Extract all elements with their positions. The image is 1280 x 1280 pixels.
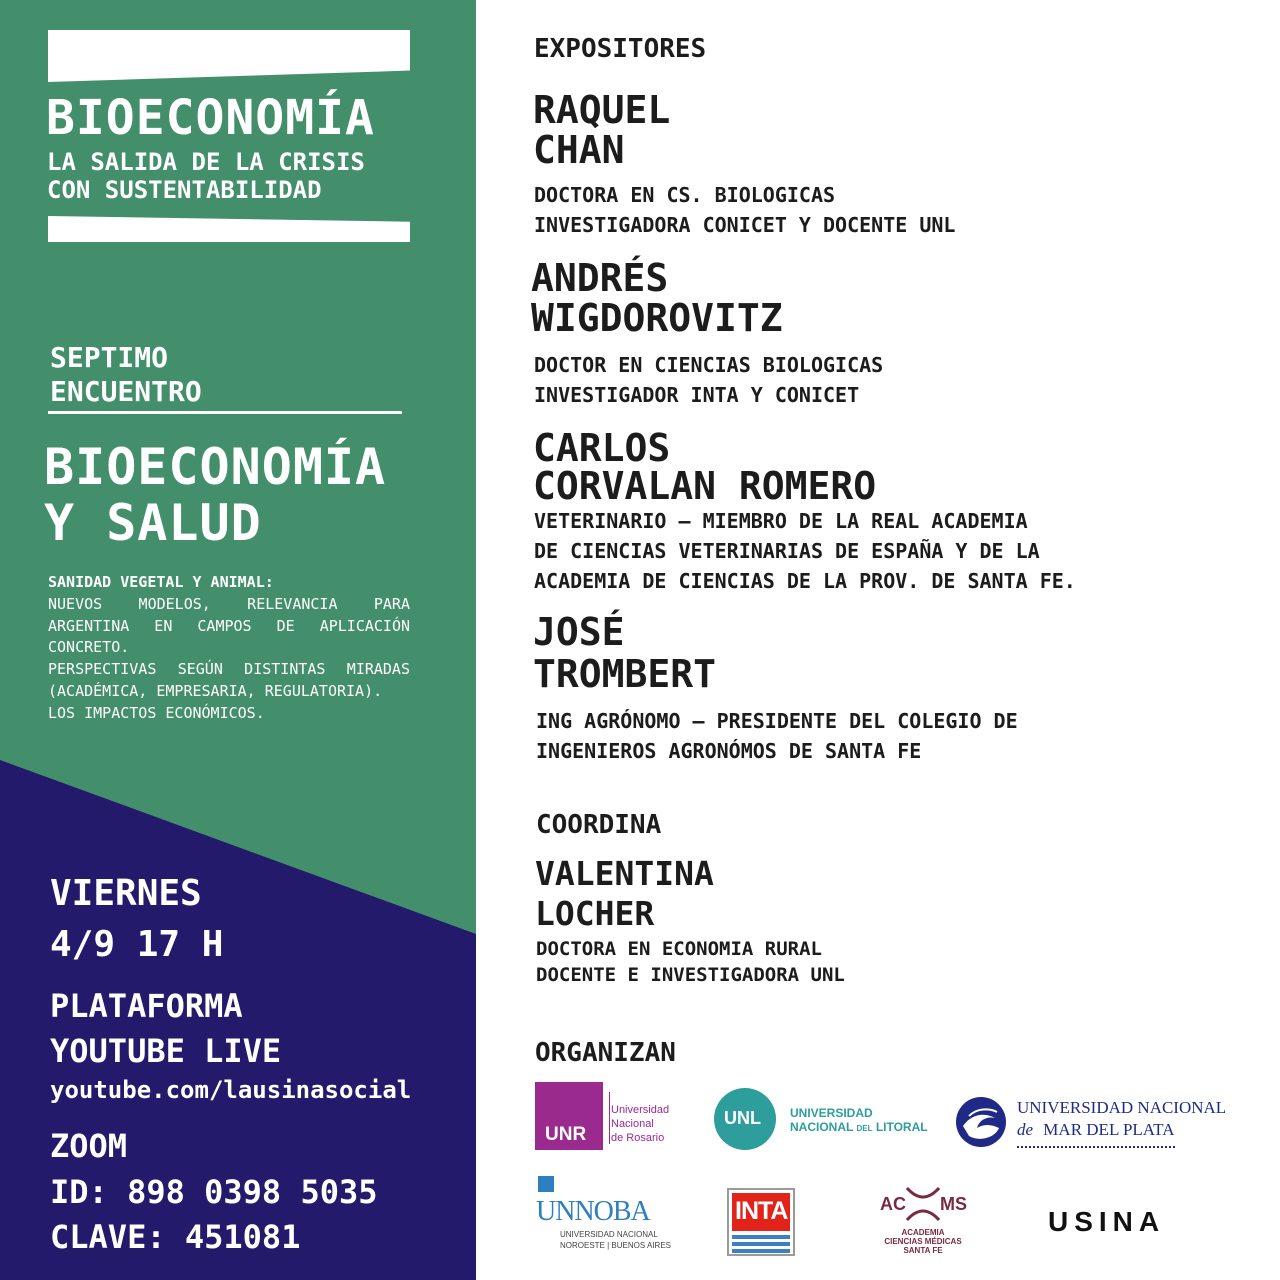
- speaker-first-name: CARLOS: [533, 426, 671, 470]
- description-paragraph: NUEVOS MODELOS, RELEVANCIA PARA ARGENTINA EN CAMPOS DE APLICACIÓN CONCRETO.: [48, 594, 410, 657]
- main-subtitle-line-1: LA SALIDA DE LA CRISIS: [47, 148, 365, 176]
- acms-mark-left: AC: [880, 1194, 906, 1214]
- coordinator-role: DOCTORA EN ECONOMIA RURAL: [536, 938, 822, 960]
- inta-red-block: [732, 1193, 790, 1231]
- speaker-last-name: CHAN: [533, 128, 625, 172]
- acms-text-line-1: ACADEMIA: [901, 1228, 945, 1237]
- inta-stripe: [732, 1235, 790, 1239]
- mdp-dotted-rule: [1017, 1146, 1175, 1148]
- unnoba-mark-text: UNNOBA: [536, 1196, 650, 1227]
- unnoba-text-line-1: UNIVERSIDAD NACIONAL: [560, 1230, 658, 1239]
- usina-mark-text: USINA: [1048, 1206, 1166, 1237]
- speaker-role: DOCTOR EN CIENCIAS BIOLOGICAS: [534, 353, 884, 377]
- main-title: BIOECONOMÍA: [46, 90, 375, 146]
- unr-text-line-3: de Rosario: [611, 1132, 665, 1144]
- coordinator-heading: COORDINA: [536, 810, 662, 840]
- unl-text-litoral: LITORAL: [875, 1120, 928, 1134]
- inta-logo: [727, 1188, 795, 1256]
- speaker-role: DOCTORA EN CS. BIOLOGICAS: [534, 183, 836, 207]
- speaker-role: ING AGRÓNOMO – PRESIDENTE DEL COLEGIO DE: [536, 709, 1018, 733]
- unr-divider: [609, 1092, 610, 1144]
- unr-mark-text: UNR: [545, 1124, 587, 1145]
- speaker-role: ACADEMIA DE CIENCIAS DE LA PROV. DE SANTA FE.: [534, 569, 1076, 593]
- unr-text-line-1: Universidad: [611, 1104, 670, 1116]
- topic-description: [48, 572, 410, 725]
- topic-title-line-1: BIOECONOMÍA: [44, 438, 387, 496]
- coordinator-first-name: VALENTINA: [535, 854, 714, 893]
- mdp-text-line-2: [1017, 1120, 1174, 1140]
- description-paragraph: PERSPECTIVAS SEGÚN DISTINTAS MIRADAS (ACADÉMICA, EMPRESARIA, REGULATORIA).: [48, 660, 410, 700]
- inta-stripe: [732, 1242, 790, 1246]
- topic-title-line-2: Y SALUD: [44, 494, 262, 552]
- speaker-first-name: ANDRÉS: [531, 256, 669, 300]
- speaker-role: INVESTIGADOR INTA Y CONICET: [534, 383, 860, 407]
- unl-text-line-1: UNIVERSIDAD: [790, 1106, 873, 1120]
- zoom-passcode: CLAVE: 451081: [50, 1218, 301, 1256]
- inta-mark-text: INTA: [735, 1197, 788, 1225]
- unl-logo-mark: [714, 1088, 776, 1150]
- mdp-text-de: de: [1017, 1120, 1034, 1139]
- unl-text-line-2: [790, 1120, 928, 1134]
- zoom-meeting-id: ID: 898 0398 5035: [50, 1173, 378, 1211]
- event-date-time: 4/9 17 H: [50, 924, 224, 965]
- speaker-last-name: WIGDOROVITZ: [531, 296, 783, 340]
- unnoba-text-line-2: NOROESTE | BUENOS AIRES: [560, 1241, 671, 1250]
- unnoba-square-icon: [538, 1176, 554, 1192]
- acms-text-line-3: SANTA FE: [903, 1246, 943, 1255]
- event-day: VIERNES: [50, 873, 202, 914]
- speaker-first-name: JOSÉ: [533, 610, 625, 654]
- speaker-role: DE CIENCIAS VETERINARIAS DE ESPAÑA Y DE LA: [534, 539, 1040, 563]
- acms-text-line-2: CIENCIAS MÉDICAS: [884, 1237, 962, 1246]
- speaker-role: VETERINARIO – MIEMBRO DE LA REAL ACADEMIA: [534, 509, 1028, 533]
- description-paragraph: LOS IMPACTOS ECONÓMICOS.: [48, 703, 265, 722]
- speaker-last-name: TROMBERT: [533, 652, 717, 696]
- acms-mark-right: MS: [940, 1194, 967, 1214]
- mdp-logo: [955, 1094, 1225, 1154]
- mdp-text-mardelplata: MAR DEL PLATA: [1043, 1120, 1175, 1139]
- platform-name: YOUTUBE LIVE: [50, 1032, 282, 1070]
- speaker-first-name: RAQUEL: [533, 88, 671, 132]
- speaker-role: INGENIEROS AGRONÓMOS DE SANTA FE: [536, 739, 922, 763]
- unl-logo: [714, 1088, 936, 1152]
- speaker-role: INVESTIGADORA CONICET Y DOCENTE UNL: [534, 213, 956, 237]
- description-heading: SANIDAD VEGETAL Y ANIMAL:: [48, 573, 274, 591]
- speakers-heading: EXPOSITORES: [534, 34, 707, 64]
- unl-text-del: DEL: [856, 1124, 873, 1133]
- edition-line-1: SEPTIMO: [50, 341, 169, 374]
- unl-text-nacional: NACIONAL: [790, 1120, 854, 1134]
- edition-divider: [48, 411, 402, 414]
- unr-logo-mark: [535, 1082, 603, 1150]
- event-info-panel: [0, 0, 476, 1280]
- youtube-link[interactable]: youtube.com/lausinasocial: [50, 1076, 412, 1104]
- main-subtitle-line-2: CON SUSTENTABILIDAD: [47, 176, 322, 204]
- platform-label: PLATAFORMA: [50, 987, 243, 1025]
- coordinator-last-name: LOCHER: [535, 894, 655, 933]
- unl-mark-text: UNL: [724, 1108, 761, 1128]
- usina-logo: [1048, 1206, 1188, 1242]
- unr-text-line-2: Nacional: [611, 1118, 654, 1130]
- speaker-last-name: CORVALAN ROMERO: [533, 464, 877, 508]
- unnoba-logo: [536, 1176, 671, 1256]
- unr-logo: [535, 1082, 675, 1152]
- organizers-heading: ORGANIZAN: [535, 1038, 676, 1068]
- inta-stripe: [732, 1249, 790, 1253]
- acms-cross-icon: [903, 1184, 943, 1224]
- mdp-text-line-1: UNIVERSIDAD NACIONAL: [1017, 1098, 1227, 1117]
- zoom-label: ZOOM: [50, 1127, 128, 1165]
- mdp-wave-icon: [955, 1096, 1007, 1148]
- edition-line-2: ENCUENTRO: [50, 375, 202, 408]
- acms-logo: [878, 1184, 968, 1256]
- coordinator-role: DOCENTE E INVESTIGADORA UNL: [536, 964, 845, 986]
